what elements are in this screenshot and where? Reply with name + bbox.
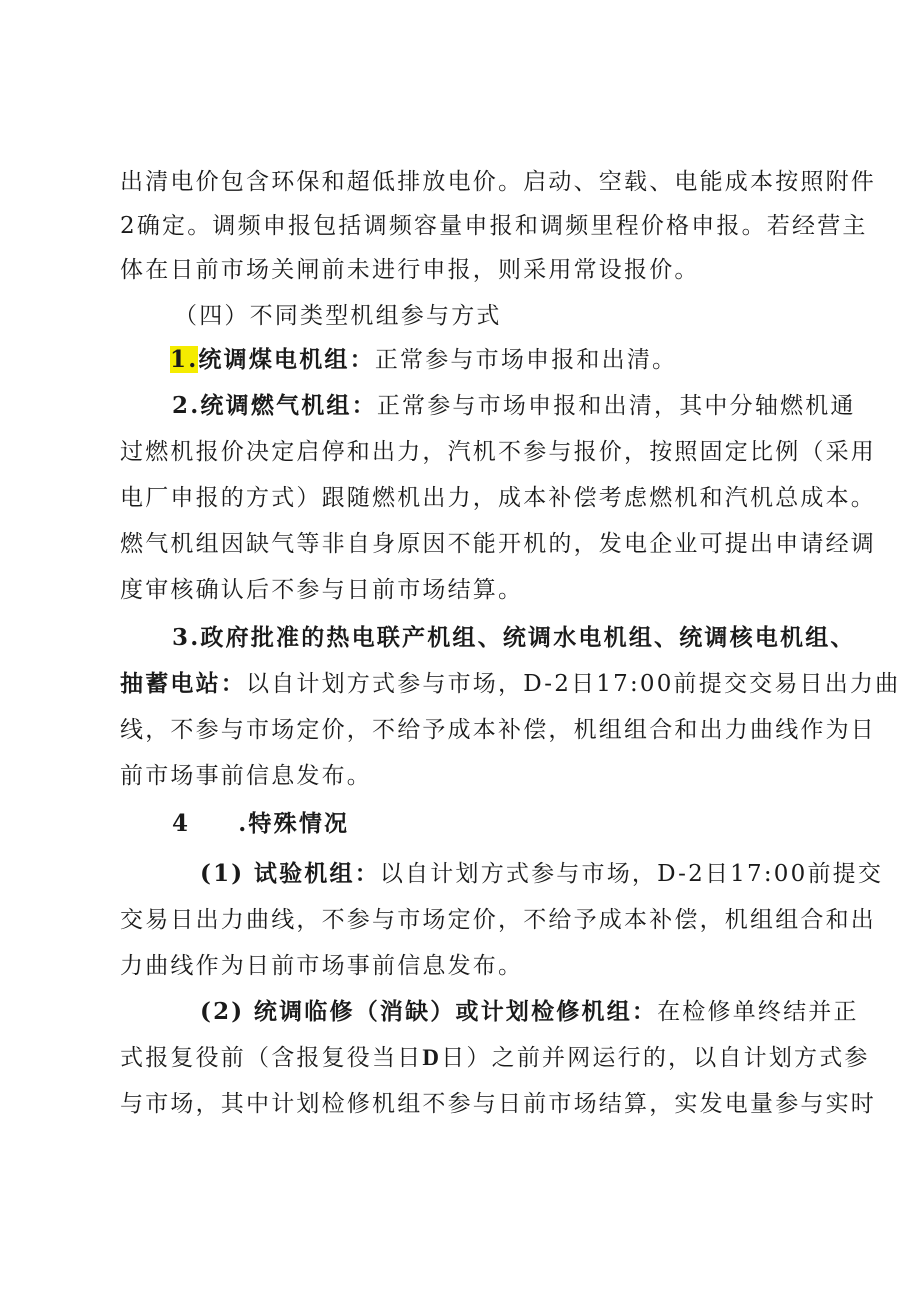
body-line: 2确定。调频申报包括调频容量申报和调频里程价格申报。若经营主 bbox=[120, 213, 868, 239]
body-text: 式报复役前（含报复役当日 bbox=[120, 1045, 423, 1071]
item-number: 2 bbox=[172, 392, 191, 419]
body-line bbox=[120, 1042, 870, 1074]
item-2-line bbox=[172, 390, 856, 422]
item-title: .特殊情况 bbox=[238, 810, 350, 837]
body-line: 出清电价包含环保和超低排放电价。启动、空载、电能成本按照附件 bbox=[120, 169, 876, 195]
sub-text: 以自计划方式参与市场，D-2日17:00前提交 bbox=[379, 861, 884, 887]
item-title: .政府批准的热电联产机组、统调水电机组、统调核电机组、 bbox=[190, 624, 856, 651]
body-line: 与市场，其中计划检修机组不参与日前市场结算，实发电量参与实时 bbox=[120, 1091, 876, 1117]
body-line: 电厂申报的方式）跟随燃机出力，成本补偿考虑燃机和汽机总成本。 bbox=[120, 485, 876, 511]
item-3-title bbox=[172, 622, 856, 654]
item-title: 抽蓄电站： bbox=[120, 670, 246, 697]
item-number: 3 bbox=[172, 624, 191, 651]
body-line: 交易日出力曲线，不参与市场定价，不给予成本补偿，机组组合和出 bbox=[120, 907, 876, 933]
body-text: 日）之前并网运行的，以自计划方式参 bbox=[441, 1045, 870, 1071]
section-heading: （四）不同类型机组参与方式 bbox=[174, 303, 502, 329]
item-title: 统调煤电机组： bbox=[198, 346, 375, 373]
body-line: 过燃机报价决定启停和出力，汽机不参与报价，按照固定比例（采用 bbox=[120, 439, 876, 465]
body-line: 体在日前市场关闸前未进行申报，则采用常设报价。 bbox=[120, 257, 700, 283]
body-line: 前市场事前信息发布。 bbox=[120, 763, 372, 789]
body-line: 线，不参与市场定价，不给予成本补偿，机组组合和出力曲线作为日 bbox=[120, 717, 876, 743]
body-line: 力曲线作为日前市场事前信息发布。 bbox=[120, 953, 524, 979]
body-text-bold: D bbox=[422, 1045, 442, 1070]
item-text: 以自计划方式参与市场，D-2日17:00前提交交易日出力曲 bbox=[246, 671, 901, 697]
item-number: 4 bbox=[172, 810, 191, 837]
item-1 bbox=[170, 344, 677, 376]
sub-title: 统调临修（消缺）或计划检修机组： bbox=[253, 998, 658, 1025]
body-line: 燃气机组因缺气等非自身原因不能开机的，发电企业可提出申请经调 bbox=[120, 531, 876, 557]
sub-1-line bbox=[200, 858, 884, 890]
item-text: 正常参与市场申报和出清，其中分轴燃机通 bbox=[376, 393, 856, 419]
item-4-title bbox=[172, 808, 349, 840]
sub-text: 在检修单终结并正 bbox=[657, 999, 859, 1025]
sub-number: (1) bbox=[200, 860, 245, 887]
item-title: .统调燃气机组： bbox=[190, 392, 377, 419]
sub-2-line bbox=[200, 996, 859, 1028]
sub-title: 试验机组： bbox=[253, 860, 380, 887]
sub-number: (2) bbox=[200, 998, 245, 1025]
item-number: 1. bbox=[170, 346, 199, 373]
body-line: 度审核确认后不参与日前市场结算。 bbox=[120, 577, 524, 603]
item-3-line bbox=[120, 668, 901, 700]
item-text: 正常参与市场申报和出清。 bbox=[374, 347, 678, 373]
